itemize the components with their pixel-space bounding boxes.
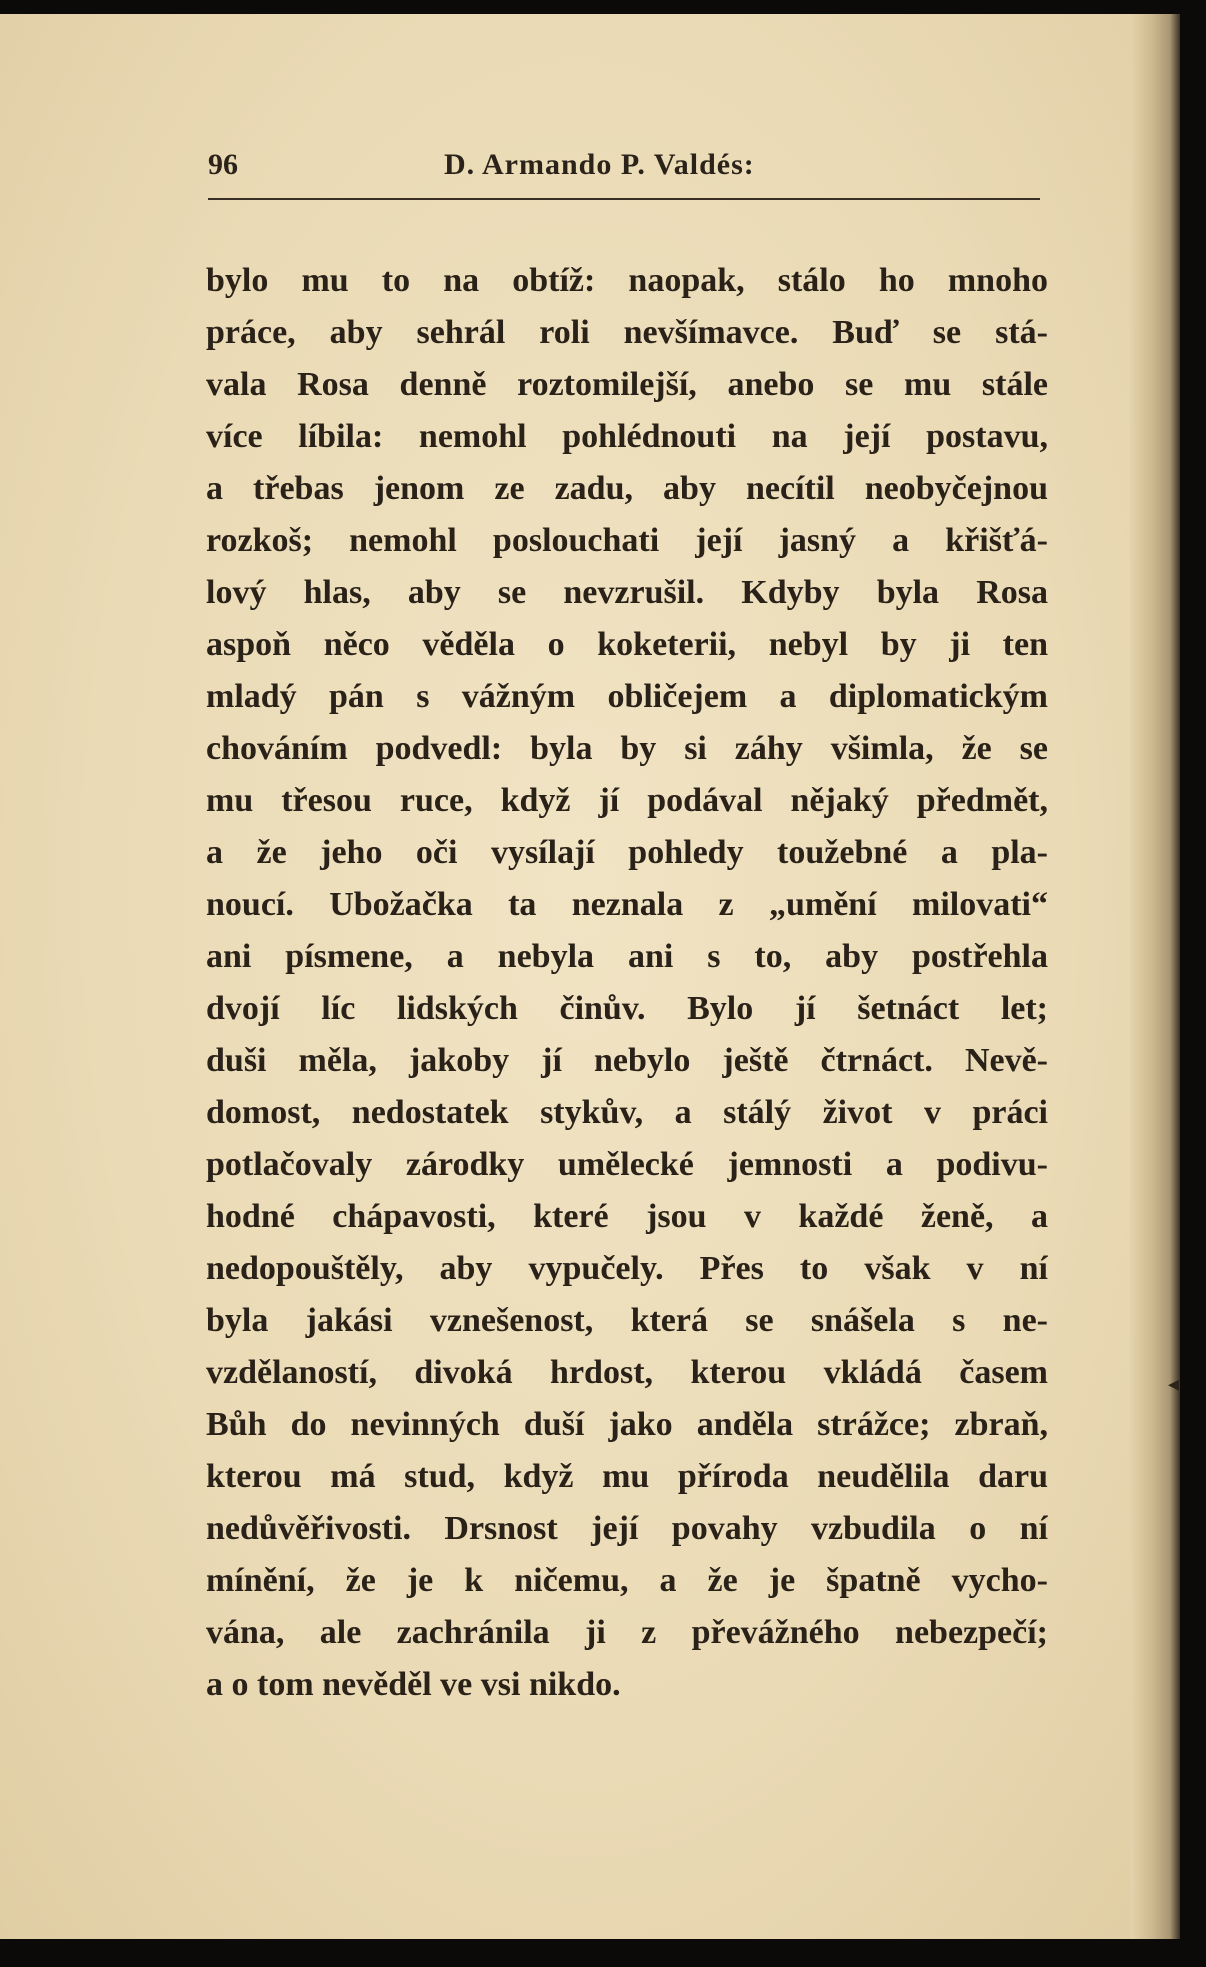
text-line: a že jeho oči vysílají pohledy toužebné a pla-: [206, 834, 1048, 871]
text-line: kterou má stud, když mu příroda neudělila daru: [206, 1458, 1048, 1495]
text-line: chováním podvedl: byla by si záhy všimla, že se: [206, 730, 1048, 767]
text-line: mínění, že je k ničemu, a že je špatně vycho-: [206, 1562, 1048, 1599]
text-line: aspoň něco věděla o koketerii, nebyl by ji ten: [206, 626, 1048, 663]
running-head: D. Armando P. Valdés:: [444, 148, 755, 181]
body-text: [206, 255, 1048, 1711]
text-line: nedůvěřivosti. Drsnost její povahy vzbudila o ní: [206, 1510, 1048, 1547]
page-number: 96: [208, 148, 238, 181]
text-line: mladý pán s vážným obličejem a diplomatickým: [206, 678, 1048, 715]
text-line: vána, ale zachránila ji z převážného nebezpečí;: [206, 1614, 1048, 1651]
text-line: dvojí líc lidských činův. Bylo jí šetnáct let;: [206, 990, 1048, 1027]
text-line: potlačovaly zárodky umělecké jemnosti a podivu-: [206, 1146, 1048, 1183]
margin-mark-icon: ◂: [1168, 1372, 1180, 1397]
text-line: ani písmene, a nebyla ani s to, aby postřehla: [206, 938, 1048, 975]
text-line: noucí. Ubožačka ta neznala z „umění milovati“: [206, 886, 1048, 923]
text-line-last: a o tom nevěděl ve vsi nikdo.: [206, 1666, 621, 1703]
text-line: více líbila: nemohl pohlédnouti na její postavu,: [206, 418, 1048, 455]
page-edge: [1130, 14, 1180, 1939]
text-line: a třebas jenom ze zadu, aby necítil neobyčejnou: [206, 470, 1048, 507]
text-line: lový hlas, aby se nevzrušil. Kdyby byla Rosa: [206, 574, 1048, 611]
text-line: rozkoš; nemohl poslouchati její jasný a křišťá-: [206, 522, 1048, 559]
text-line: vala Rosa denně roztomilejší, anebo se mu stále: [206, 366, 1048, 403]
text-line: duši měla, jakoby jí nebylo ještě čtrnáct. Nevě-: [206, 1042, 1048, 1079]
text-line: práce, aby sehrál roli nevšímavce. Buď se stá-: [206, 314, 1048, 351]
text-line: mu třesou ruce, když jí podával nějaký předmět,: [206, 782, 1048, 819]
text-line: byla jakási vznešenost, která se snášela s ne-: [206, 1302, 1048, 1339]
text-line: domost, nedostatek stykův, a stálý život v práci: [206, 1094, 1048, 1131]
text-line: bylo mu to na obtíž: naopak, stálo ho mnoho: [206, 262, 1048, 299]
text-line: vzdělaností, divoká hrdost, kterou vkládá časem: [206, 1354, 1048, 1391]
page-header: [208, 148, 1040, 188]
text-line: nedopouštěly, aby vypučely. Přes to však v ní: [206, 1250, 1048, 1287]
text-line: hodné chápavosti, které jsou v každé ženě, a: [206, 1198, 1048, 1235]
header-rule: [208, 198, 1040, 200]
text-line: Bůh do nevinných duší jako anděla strážce; zbraň,: [206, 1406, 1048, 1443]
